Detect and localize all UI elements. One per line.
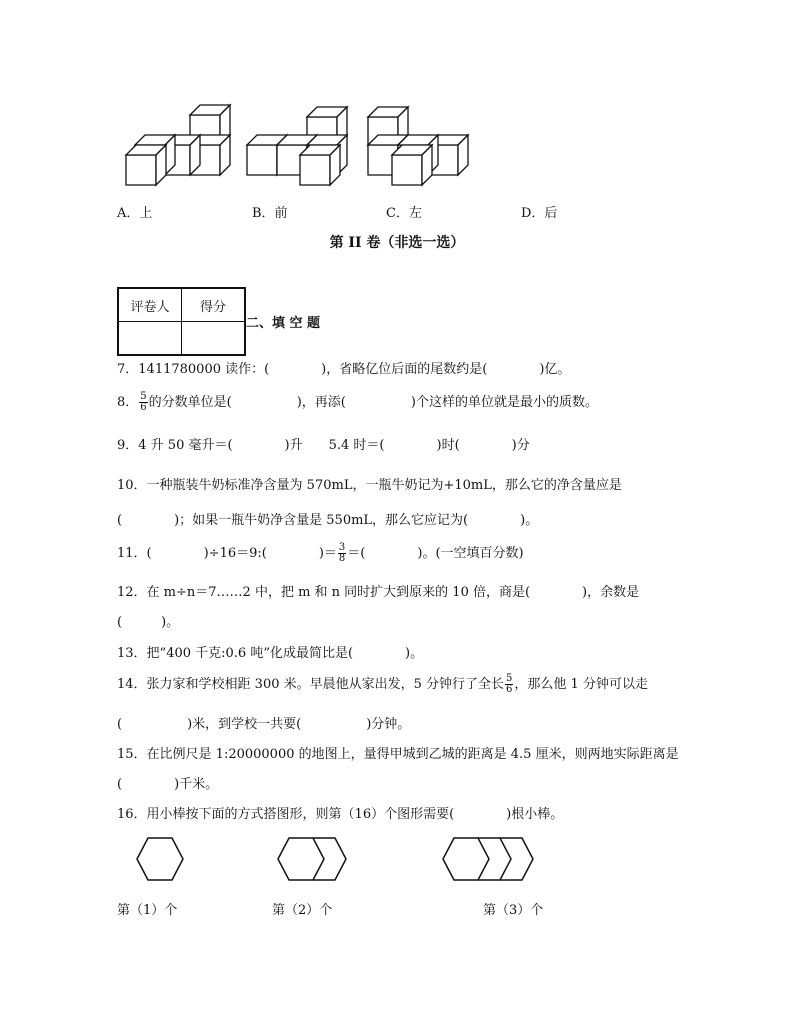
question-15-line1: 15．在比例尺是 1:20000000 的地图上，量得甲城到乙城的距离是 4.5 厘米，则两地实际距离是: [117, 747, 679, 762]
question-9: 9．4 升 50 毫升＝( )升 5.4 时＝( )时( )分: [117, 438, 530, 453]
hexagon-2a: [278, 838, 324, 880]
fraction-3-8: $\frac{3}{8}$: [338, 542, 346, 564]
option-b[interactable]: B．前: [252, 206, 288, 221]
section-title: 第 II 卷（非选一选）: [329, 235, 465, 251]
hex-caption-3: 第（3）个: [483, 903, 544, 918]
hexagon-3a: [443, 838, 489, 880]
question-8: 8． $\frac{5}{6}$ 的分数单位是( )，再添( )个这样的单位就是最小的质数。: [117, 391, 598, 413]
question-14-line1: 14．张力家和学校相距 300 米。早晨他从家出发，5 分钟行了全长 $\frac{5}{6}$ ，那么他 1 分钟可以走: [117, 673, 648, 695]
figure-a-cubes: [126, 105, 230, 185]
part-heading: 二、填 空 题: [246, 316, 321, 331]
question-16: 16．用小棒按下面的方式搭图形，则第（16）个图形需要( )根小棒。: [117, 807, 564, 822]
question-14-line2: ( )米，到学校一共要( )分钟。: [117, 717, 411, 732]
grader-header: 评卷人: [118, 288, 182, 322]
figure-c-cubes: [368, 107, 468, 185]
hexagon-3c: [500, 838, 533, 880]
score-header: 得分: [182, 288, 246, 322]
question-10-line1: 10．一种瓶装牛奶标准净含量为 570mL，一瓶牛奶记为+10mL，那么它的净含量应是: [117, 478, 622, 493]
question-11: 11．( )÷16＝9:( )＝ $\frac{3}{8}$ ＝( )。(一空填百分数): [117, 542, 524, 564]
option-c[interactable]: C．左: [386, 206, 422, 221]
fraction-5-6-b: $\frac{5}{6}$: [506, 673, 513, 695]
cube-figures: [110, 95, 490, 190]
hexagon-figures: [130, 835, 550, 887]
hexagon-3b: [478, 838, 511, 880]
question-12-line1: 12．在 m÷n＝7……2 中，把 m 和 n 同时扩大到原来的 10 倍，商是( )，余数是: [117, 585, 640, 600]
grader-cell[interactable]: [118, 322, 182, 356]
question-15-line2: ( )千米。: [117, 777, 219, 792]
score-table: [117, 287, 246, 356]
hex-caption-1: 第（1）个: [117, 903, 178, 918]
fraction-5-6: $\frac{5}{6}$: [140, 391, 147, 413]
question-13: 13．把“400 千克:0.6 吨”化成最简比是( )。: [117, 646, 424, 661]
question-10-line2: ( )；如果一瓶牛奶净含量是 550mL，那么它应记为( )。: [117, 513, 539, 528]
hex-caption-2: 第（2）个: [272, 903, 333, 918]
question-12-line2: ( )。: [117, 615, 180, 630]
hexagon-2b: [313, 838, 346, 880]
option-d[interactable]: D．后: [521, 206, 558, 221]
option-a[interactable]: A．上: [117, 206, 153, 221]
figure-b-cubes: [247, 107, 347, 185]
question-7: 7．1411780000 读作：( )，省略亿位后面的尾数约是( )亿。: [117, 362, 571, 377]
hexagon-1: [137, 838, 183, 880]
score-cell[interactable]: [182, 322, 246, 356]
